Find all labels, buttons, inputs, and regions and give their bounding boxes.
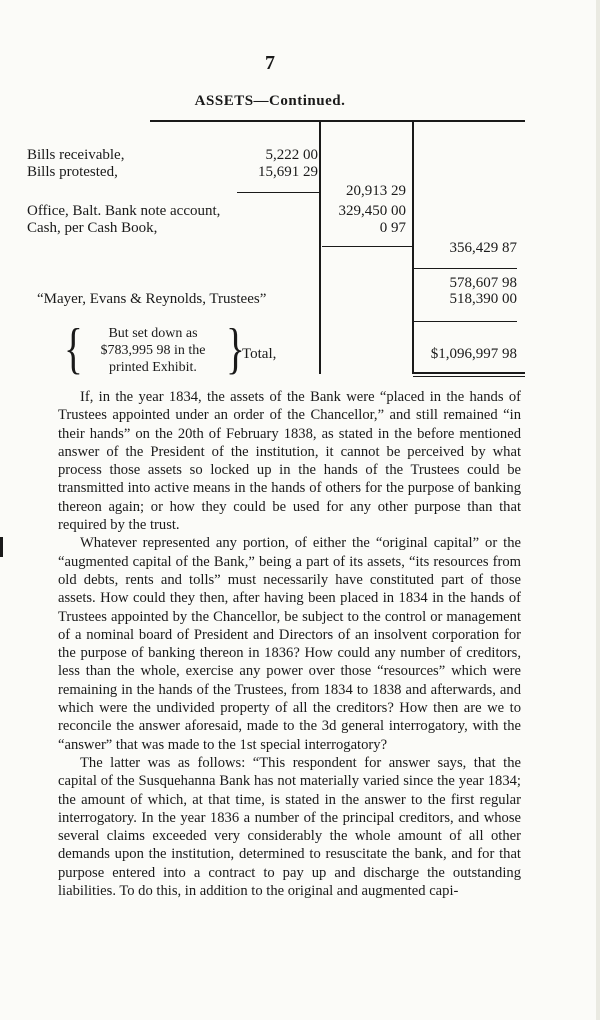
right-brace: }	[226, 318, 245, 380]
section-heading: ASSETS—Continued.	[194, 93, 346, 109]
office-balt-amount: 329,450 00	[338, 203, 406, 219]
note-line-3: printed Exhibit.	[109, 360, 197, 375]
page-edge	[596, 0, 600, 1020]
paragraph-3: The latter was as follows: “This respondent for answer says, that the capital of the Susquehanna Bank has not materially varied since the year 1834; the amount of which, at that time, is stated in the answer to the first regular interrogatory. In the year 1836 a number of the principal creditors, and whose several claims exceeded very considerably the whole amount of all other demands upon the institution, determined to resuscitate the bank, and for that purpose entered into a contract to pay up and discharge the outstanding liabilities. To do this, in addition to the original and augmented capi-	[58, 754, 521, 900]
trustees-label: “Mayer, Evans & Reynolds, Trustees”	[37, 291, 267, 307]
note-line-2: $783,995 98 in the	[100, 343, 206, 358]
subtotal-rule-1	[237, 192, 319, 193]
total-amount: $1,096,997 98	[430, 346, 517, 362]
column-rule-1	[319, 121, 321, 374]
left-brace: {	[64, 318, 83, 380]
cash-label: Cash, per Cash Book,	[27, 220, 158, 236]
trustees-amount: 518,390 00	[449, 291, 517, 307]
subtotal-rule-3	[413, 268, 517, 269]
bills-protested-label: Bills protested,	[27, 164, 118, 180]
bills-receivable-label: Bills receivable,	[27, 147, 125, 163]
note-line-1: But set down as	[108, 326, 198, 341]
paragraph-2: Whatever represented any portion, of either the “original capital” or the “augmented capital of the Bank,” being a part of its assets, “its resources from old debts, rents and tolls” must necessarily have constituted part of those assets. How could they then, after having been placed in 1834 in the hands of Trustees appointed by the Chancellor, be subject to the control or management of a nominal board of President and Directors of an insolvent corporation for the purpose of banking thereon in 1836? How could any number of creditors, less than the whole, exercise any power over those “resources” which were remaining in the hands of the Trustees, from 1834 to 1838 and afterwards, and which were the undivided property of all the creditors? How then are we to reconcile the answer aforesaid, made to the 3d general interrogatory, with the “answer” that was made to the 1st special interrogatory?	[58, 535, 521, 753]
total-rule	[413, 321, 517, 322]
final-rule-double	[413, 376, 525, 377]
total-1-amount: 578,607 98	[449, 275, 517, 291]
cash-amount: 0 97	[379, 220, 406, 236]
office-balt-label: Office, Balt. Bank note account,	[27, 203, 221, 219]
subtotal-1-amount: 20,913 29	[346, 183, 406, 199]
bills-protested-amount: 15,691 29	[258, 164, 318, 180]
paragraph-1: If, in the year 1834, the assets of the Bank were “placed in the hands of Trustees appointed under an order of the Chancellor,” and still remained “in their hands” on the 20th of February 1838, as stated in the before mentioned answer of the President of the institution, it cannot be perceived by what process those assets so locked up in the hands of the Trustees could be transmitted into active means in the hands of others for the purpose of banking thereon again; or how they could be used for any other purpose than that required by the trust.	[58, 389, 521, 534]
subtotal-rule-2	[322, 246, 412, 247]
page-edge-mark	[0, 537, 3, 557]
bills-receivable-amount: 5,222 00	[265, 147, 318, 163]
subtotal-2-amount: 356,429 87	[449, 240, 517, 256]
body-text	[58, 388, 521, 900]
heading-rule	[150, 120, 525, 122]
final-rule	[413, 372, 525, 374]
page-number: 7	[265, 52, 275, 74]
total-label: Total,	[242, 346, 277, 362]
